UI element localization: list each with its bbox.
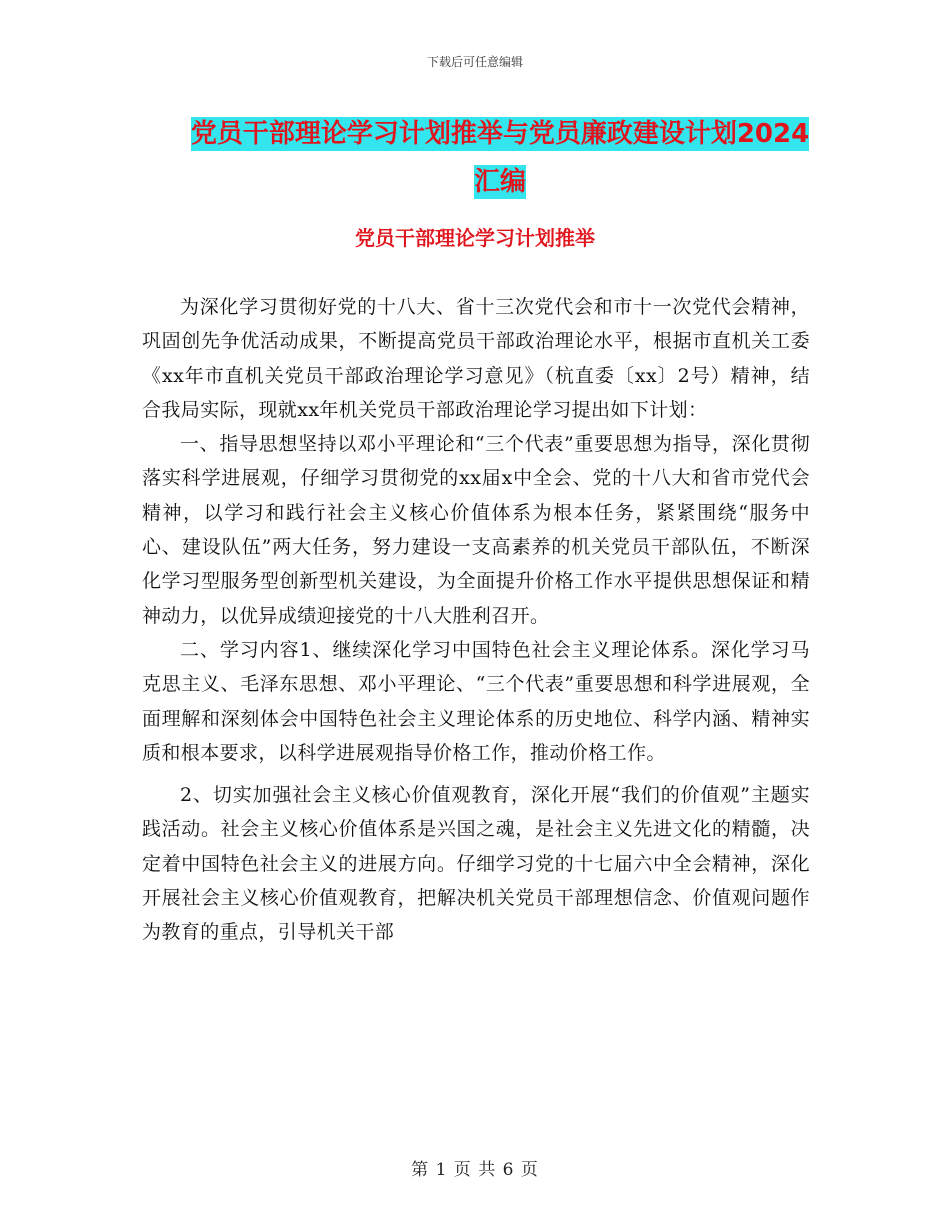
paragraph-study-content: 二、学习内容1、继续深化学习中国特色社会主义理论体系。深化学习马克思主义、毛泽东思想、邓小平理论、“三个代表”重要思想和科学进展观，全面理解和深刻体会中国特色社会主义理论体系的历史地位、科学内涵、精神实质和根本要求，以科学进展观指导价格工作，推动价格工作。 — [142, 638, 810, 764]
paragraph-core-values: 2、切实加强社会主义核心价值观教育，深化开展“我们的价值观”主题实践活动。社会主义核心价值体系是兴国之魂，是社会主义先进文化的精髓，决定着中国特色社会主义的进展方向。仔细学习党的十七届六中全会精神，深化开展社会主义核心价值观教育，把解决机关党员干部理想信念、价值观问题作为教育的重点，引导机关干部 — [142, 784, 810, 944]
document-title-text: 党员干部理论学习计划推举与党员廉政建设计划2024汇编 — [190, 119, 810, 197]
paragraph-intro: 为深化学习贯彻好党的十八大、省十三次党代会和市十一次党代会精神，巩固创先争优活动成果，不断提高党员干部政治理论水平，根据市直机关工委《xx年市直机关党员干部政治理论学习意见》（杭直委〔xx〕2号）精神，结合我局实际，现就xx年机关党员干部政治理论学习提出如下计划： — [142, 296, 810, 421]
section-title: 党员干部理论学习计划推举 — [355, 226, 595, 250]
document-title — [190, 110, 810, 206]
page-number: 第 1 页 共 6 页 — [411, 1160, 539, 1180]
header-note: 下载后可任意编辑 — [426, 55, 523, 69]
document-body — [142, 290, 810, 950]
paragraph-guiding-ideology: 一、指导思想坚持以邓小平理论和“三个代表”重要思想为指导，深化贯彻落实科学进展观，仔细学习贯彻党的xx届x中全会、党的十八大和省市党代会精神，以学习和践行社会主义核心价值体系为根本任务，紧紧围绕“服务中心、建设队伍”两大任务，努力建设一支高素养的机关党员干部队伍，不断深化学习型服务型创新型机关建设，为全面提升价格工作水平提供思想保证和精神动力，以优异成绩迎接党的十八大胜利召开。 — [142, 433, 810, 627]
